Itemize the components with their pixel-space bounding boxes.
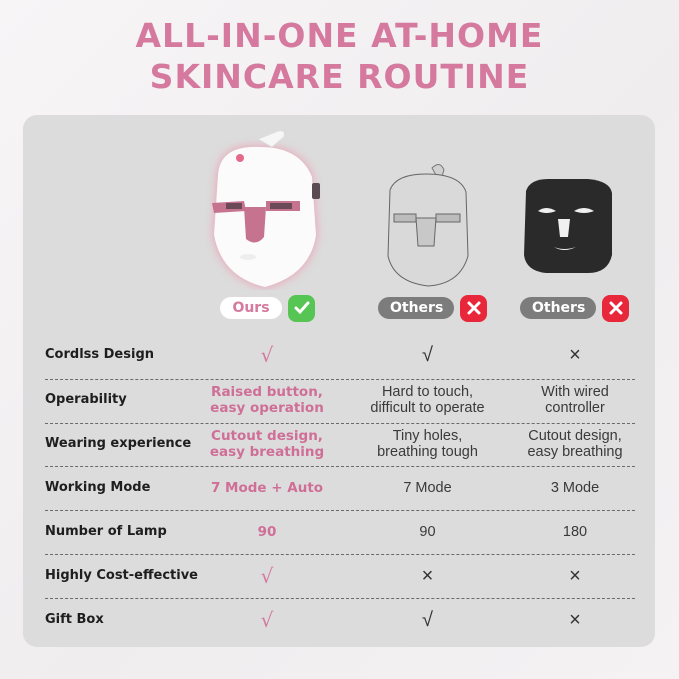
cross-icon <box>602 295 629 322</box>
other2-label: Others <box>520 297 596 319</box>
other2-value: × <box>569 565 581 587</box>
other1-value: Tiny holes, breathing tough <box>377 428 478 460</box>
ours-mask-image <box>200 125 330 290</box>
row-label: Working Mode <box>45 480 151 495</box>
table-row <box>45 466 635 510</box>
title-line-2: SKINCARE ROUTINE <box>149 57 530 96</box>
table-row <box>45 598 635 642</box>
cross-icon <box>460 295 487 322</box>
other1-value: 90 <box>419 524 436 540</box>
table-row <box>45 422 635 466</box>
other2-value: 180 <box>562 524 588 540</box>
ours-value: Raised button, easy operation <box>210 384 324 416</box>
other1-value: Hard to touch, difficult to operate <box>370 384 485 416</box>
row-label: Cordlss Design <box>45 347 155 362</box>
other2-value: × <box>569 609 581 631</box>
ours-value: 7 Mode + Auto <box>210 480 324 496</box>
title-line-1: ALL-IN-ONE AT-HOME <box>135 16 544 55</box>
ours-value: 90 <box>257 524 277 540</box>
ours-value: √ <box>260 343 274 367</box>
table-row <box>45 554 635 598</box>
other1-value: 7 Mode <box>403 480 452 496</box>
other2-badge <box>520 295 629 321</box>
ours-badge <box>220 295 315 321</box>
table-row <box>45 378 635 422</box>
row-label: Number of Lamp <box>45 524 167 539</box>
other1-badge <box>378 295 487 321</box>
row-label: Operability <box>45 392 127 407</box>
other1-value: √ <box>422 609 433 631</box>
table-row <box>45 510 635 554</box>
other2-value: × <box>569 344 581 366</box>
table-row <box>45 333 635 377</box>
other2-value: Cutout design, easy breathing <box>527 428 623 460</box>
other-mask-gray-image <box>380 160 475 290</box>
ours-value: Cutout design, easy breathing <box>209 428 325 460</box>
other-mask-black-image <box>518 175 618 275</box>
ours-label: Ours <box>220 297 282 319</box>
other1-value: × <box>421 565 434 587</box>
row-label: Wearing experience <box>45 436 192 451</box>
ours-value: √ <box>260 564 274 588</box>
row-label: Gift Box <box>45 612 104 627</box>
other2-value: 3 Mode <box>550 480 600 496</box>
other1-label: Others <box>378 297 454 319</box>
check-icon <box>288 295 315 322</box>
ours-value: √ <box>260 608 274 632</box>
row-label: Highly Cost-effective <box>45 568 199 583</box>
other1-value: √ <box>422 344 433 366</box>
other2-value: With wired controller <box>541 384 609 416</box>
